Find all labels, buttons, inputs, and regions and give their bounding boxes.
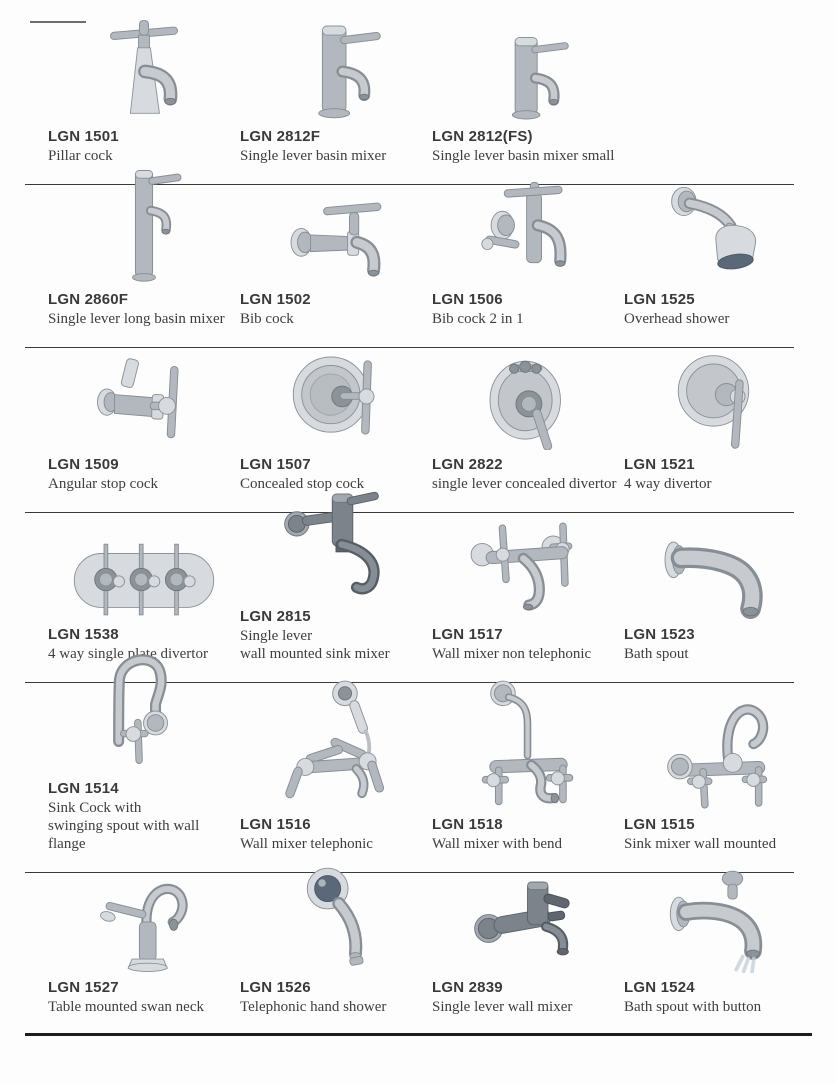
single-lever-concealed-divertor-image	[477, 342, 579, 450]
basin-mixer-image	[286, 10, 386, 122]
product-desc: Bath spout with button	[624, 999, 762, 1015]
product-code: LGN 1521	[624, 456, 695, 473]
telephonic-hand-shower-image	[285, 857, 387, 973]
product-card	[240, 683, 432, 873]
product-desc: Wall mixer with bend	[432, 836, 563, 852]
product-desc: Single lever wall mixer	[432, 999, 573, 1015]
product-code: LGN 2812F	[240, 128, 321, 145]
catalog-row-2	[0, 185, 836, 348]
product-card	[432, 348, 624, 513]
product-card	[240, 513, 432, 683]
angular-stop-cock-image	[90, 342, 198, 450]
pillar-cock-image	[94, 10, 194, 122]
product-code: LGN 1506	[432, 291, 503, 308]
product-image	[432, 683, 624, 816]
four-way-divertor-image	[669, 342, 771, 450]
product-code: LGN 2860F	[48, 291, 129, 308]
catalog-grid	[0, 20, 836, 1036]
product-card	[624, 348, 816, 513]
product-code: LGN 1527	[48, 979, 119, 996]
wall-mixer-telephonic-image	[277, 672, 395, 810]
product-code: LGN 1507	[240, 456, 311, 473]
wall-mounted-sink-mixer-image	[280, 484, 392, 602]
basin-mixer-small-image	[482, 24, 574, 122]
product-code: LGN 1502	[240, 291, 311, 308]
product-card	[624, 873, 816, 1036]
concealed-stop-cock-image	[282, 342, 390, 450]
product-code: LGN 1509	[48, 456, 119, 473]
product-image	[48, 185, 240, 291]
product-desc: Table mounted swan neck	[48, 999, 204, 1015]
product-image	[432, 185, 624, 291]
product-card	[624, 185, 816, 348]
single-lever-wall-mixer-image	[470, 871, 586, 973]
product-code: LGN 2822	[432, 456, 503, 473]
product-desc: Bib cock	[240, 311, 294, 327]
product-desc: Telephonic hand shower	[240, 999, 387, 1015]
product-code: LGN 1516	[240, 816, 311, 833]
product-code: LGN 1538	[48, 626, 119, 643]
product-image	[432, 513, 624, 626]
catalog-row-3	[0, 348, 836, 513]
product-card	[624, 683, 816, 873]
product-desc: Single lever long basin mixer	[48, 311, 225, 327]
product-image	[432, 873, 624, 979]
product-image	[240, 20, 432, 128]
product-image	[48, 683, 240, 780]
product-card	[432, 20, 624, 185]
sink-cock-swinging-spout-image	[91, 636, 197, 774]
product-image	[624, 185, 816, 291]
bath-spout-image	[656, 526, 784, 620]
product-image	[48, 873, 240, 979]
product-desc: Overhead shower	[624, 311, 730, 327]
catalog-row-6	[0, 873, 836, 1036]
product-image	[240, 348, 432, 456]
product-desc: Pillar cock	[48, 148, 113, 164]
product-card	[240, 185, 432, 348]
product-desc: Sink mixer wall mounted	[624, 836, 777, 852]
product-image	[240, 185, 432, 291]
product-image	[48, 20, 240, 128]
product-image	[432, 348, 624, 456]
product-card	[48, 873, 240, 1036]
product-desc: Concealed stop cock	[240, 476, 365, 492]
product-desc: Angular stop cock	[48, 476, 158, 492]
product-desc: Wall mixer non telephonic	[432, 646, 592, 662]
product-desc: Bib cock 2 in 1	[432, 311, 524, 327]
product-code: LGN 1517	[432, 626, 503, 643]
product-code: LGN 2839	[432, 979, 503, 996]
product-image	[624, 348, 816, 456]
product-desc: single lever concealed divertor	[432, 476, 617, 492]
product-code: LGN 2812(FS)	[432, 128, 533, 145]
product-card	[624, 513, 816, 683]
four-way-single-plate-divertor-image	[65, 540, 223, 620]
product-code: LGN 1525	[624, 291, 695, 308]
product-card	[48, 348, 240, 513]
product-desc: Wall mixer telephonic	[240, 836, 373, 852]
product-desc: Sink Cock with	[48, 800, 142, 816]
product-image	[624, 683, 816, 816]
product-desc: Bath spout	[624, 646, 689, 662]
product-card	[240, 20, 432, 185]
product-desc: Single lever basin mixer small	[432, 148, 615, 164]
product-image	[240, 873, 432, 979]
wall-mixer-with-bend-image	[469, 672, 587, 810]
product-image	[240, 513, 432, 608]
product-code: LGN 2815	[240, 608, 311, 625]
product-code: LGN 1526	[240, 979, 311, 996]
bath-spout-with-button-image	[662, 865, 778, 973]
product-image	[432, 20, 624, 128]
product-desc-line2: swinging spout with wall flange	[48, 818, 200, 852]
table-mounted-swan-neck-image	[93, 857, 195, 973]
product-image	[240, 683, 432, 816]
catalog-row-5	[0, 683, 836, 873]
product-desc: Single lever basin mixer	[240, 148, 387, 164]
product-image	[624, 873, 816, 979]
product-code: LGN 1501	[48, 128, 119, 145]
product-desc: 4 way single plate divertor	[48, 646, 208, 662]
product-image	[48, 348, 240, 456]
product-code: LGN 1523	[624, 626, 695, 643]
product-card	[48, 185, 240, 348]
product-card	[432, 513, 624, 683]
product-code: LGN 1524	[624, 979, 695, 996]
bib-cock-2-in-1-image	[474, 173, 582, 285]
wall-mixer-non-telephonic-image	[467, 508, 589, 620]
product-desc: Single lever	[240, 628, 313, 644]
product-image	[624, 513, 816, 626]
product-card	[240, 873, 432, 1036]
product-code: LGN 1514	[48, 780, 119, 797]
product-card	[48, 683, 240, 873]
bib-cock-image	[282, 183, 390, 285]
product-image	[48, 513, 240, 626]
product-card	[432, 873, 624, 1036]
overhead-shower-image	[661, 177, 779, 285]
product-card	[432, 683, 624, 873]
product-desc-line2: wall mounted sink mixer	[240, 646, 390, 662]
long-basin-mixer-image	[100, 161, 188, 285]
product-code: LGN 1515	[624, 816, 695, 833]
sink-mixer-wall-mounted-image	[661, 678, 779, 810]
product-desc: 4 way divertor	[624, 476, 712, 492]
product-code: LGN 1518	[432, 816, 503, 833]
product-card	[432, 185, 624, 348]
